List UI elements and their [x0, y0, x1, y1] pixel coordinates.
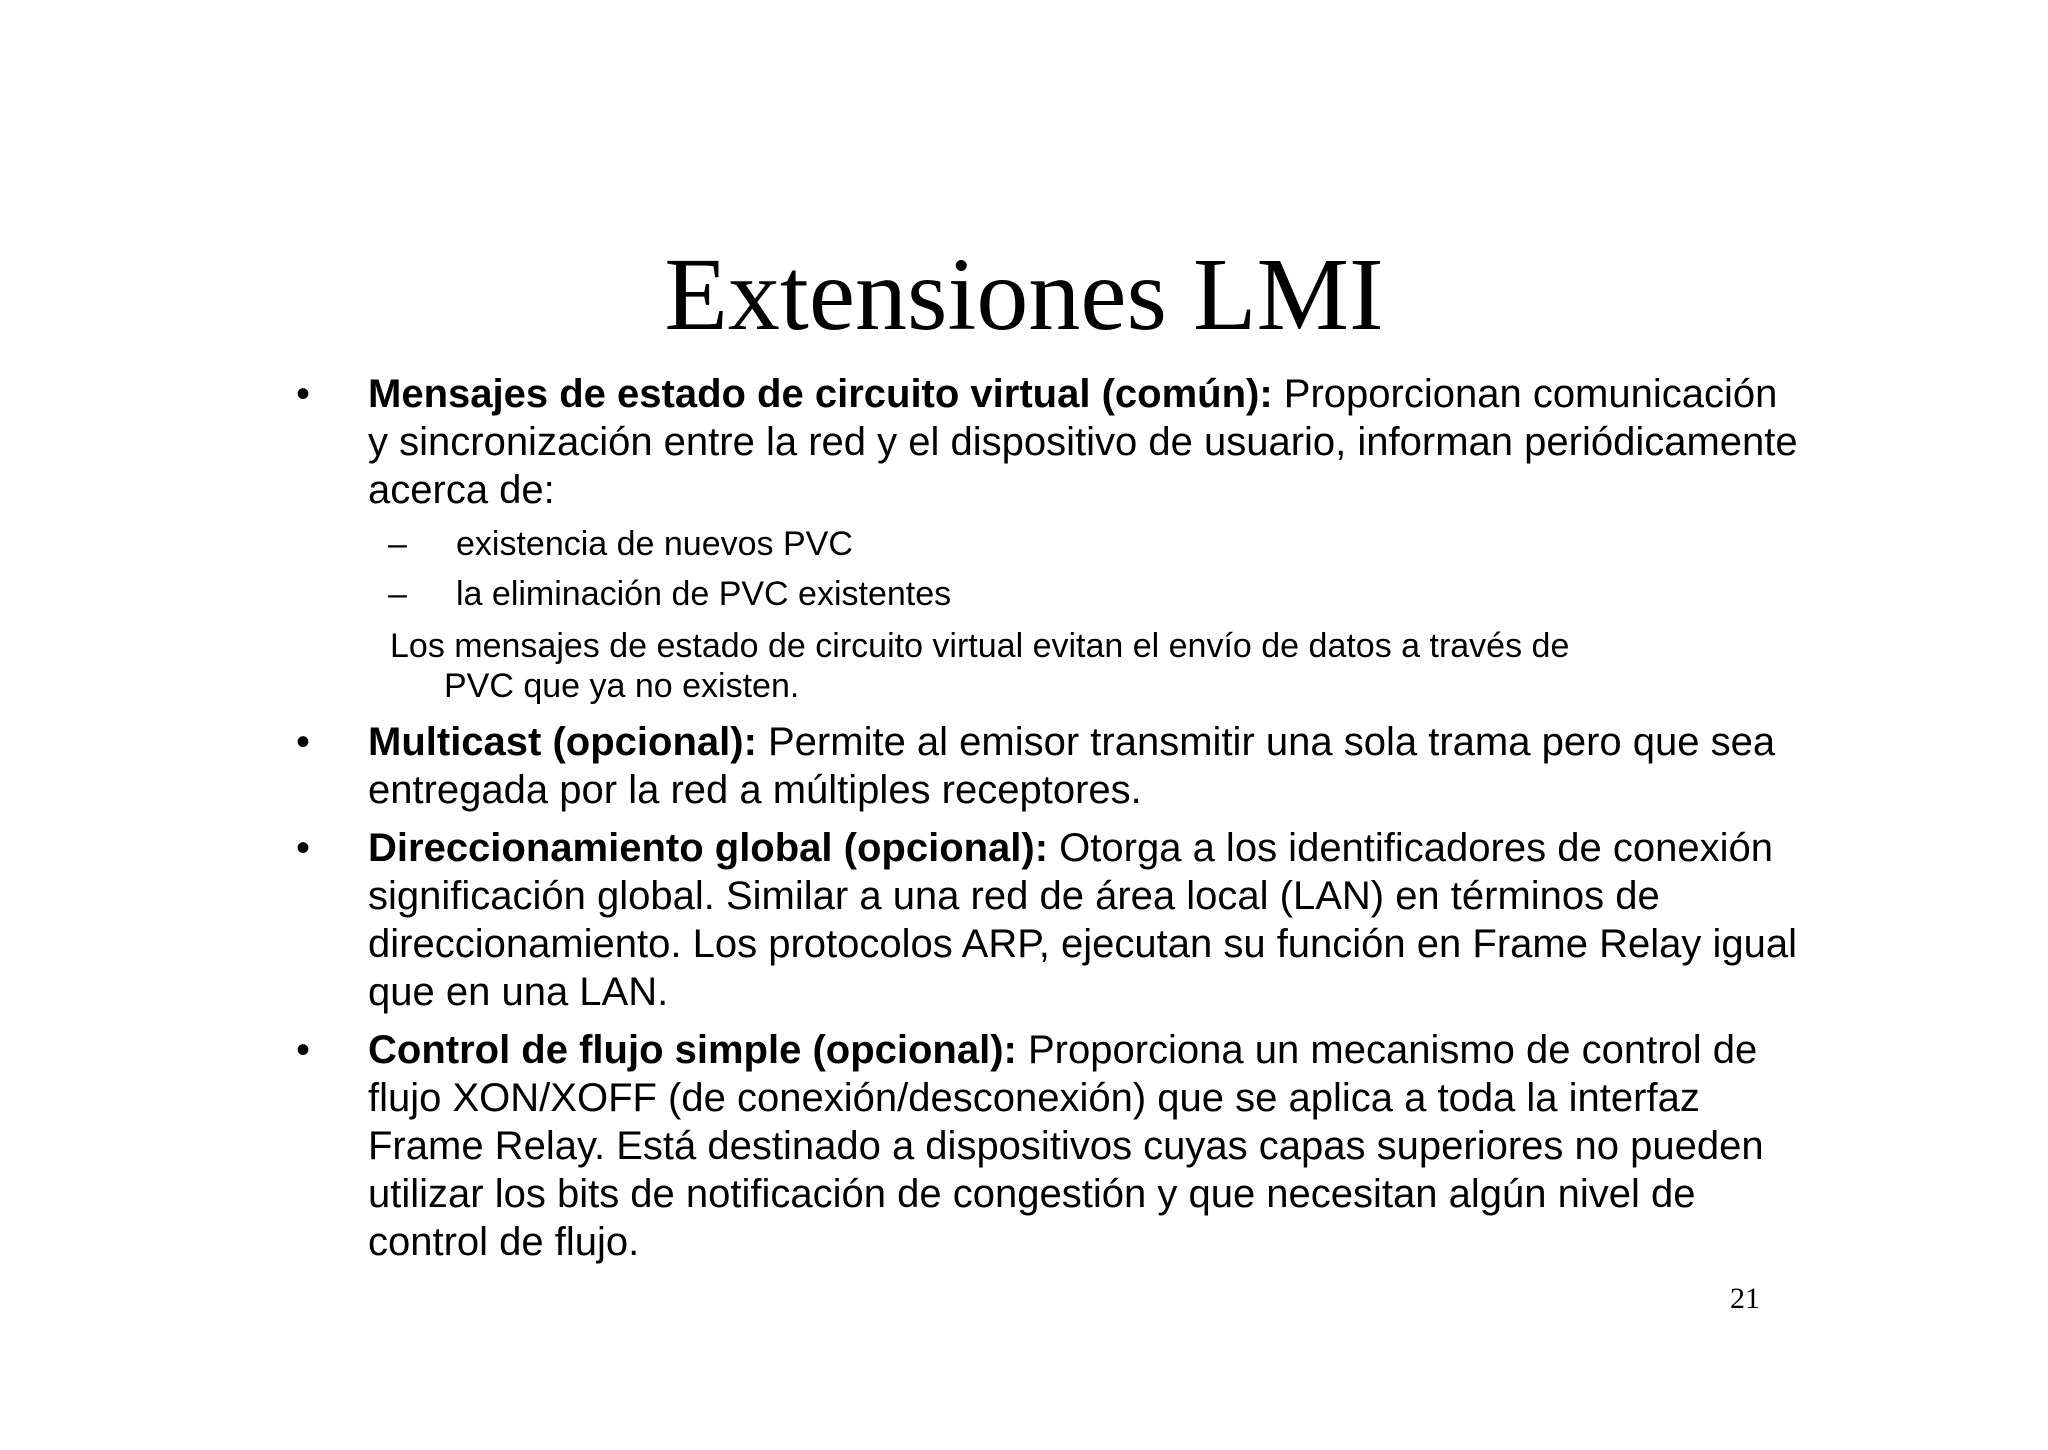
sub-item-text: la eliminación de PVC existentes: [456, 575, 952, 613]
bullet-item-status-messages: [288, 370, 1808, 514]
bullet-heading: Control de flujo simple (opcional):: [368, 1028, 1017, 1072]
bullet-text: Proporciona un mecanismo de control de flujo XON/XOFF (de conexión/desconexión) que se aplica a toda la interfaz Frame Relay. Está destinado a dispositivos cuyas capas superiores no pueden utilizar los bits de notificación de congestión y que necesitan algún nivel de control de flujo.: [368, 1028, 1764, 1264]
bullet-heading: Direccionamiento global (opcional):: [368, 826, 1049, 870]
slide-title: Extensiones LMI: [664, 237, 1384, 352]
bullet-item-flow-control: [288, 1026, 1808, 1266]
note-line: Los mensajes de estado de circuito virtual evitan el envío de datos a través de: [390, 627, 1570, 665]
sub-item: [288, 574, 1808, 614]
bullet-icon: •: [296, 720, 311, 764]
note-line: PVC que ya no existen.: [444, 667, 800, 705]
bullet-heading: Multicast (opcional):: [368, 720, 757, 764]
page-number: 21: [1730, 1282, 1760, 1315]
bullet-icon: •: [296, 826, 311, 870]
dash-icon: –: [388, 575, 407, 613]
bullet-heading: Mensajes de estado de circuito virtual (común):: [368, 372, 1273, 416]
bullet-list: [288, 370, 1808, 1276]
bullet-text: Otorga a los identificadores de conexión significación global. Similar a una red de área local (LAN) en términos de direccionamiento. Los protocolos ARP, ejecutan su función en Frame Relay igual que en una LAN.: [368, 826, 1797, 1014]
bullet-item-multicast: [288, 718, 1808, 814]
dash-icon: –: [388, 525, 407, 563]
bullet-item-global-addressing: [288, 824, 1808, 1016]
sub-item-text: existencia de nuevos PVC: [456, 525, 853, 563]
bullet-icon: •: [296, 372, 311, 416]
bullet-text: Proporcionan comunicación y sincronización entre la red y el dispositivo de usuario, informan periódicamente acerca de:: [368, 372, 1798, 512]
sub-item: [288, 524, 1808, 564]
bullet-text: Permite al emisor transmitir una sola trama pero que sea entregada por la red a múltiples receptores.: [368, 720, 1776, 812]
status-note: [390, 626, 1808, 706]
bullet-icon: •: [296, 1028, 311, 1072]
